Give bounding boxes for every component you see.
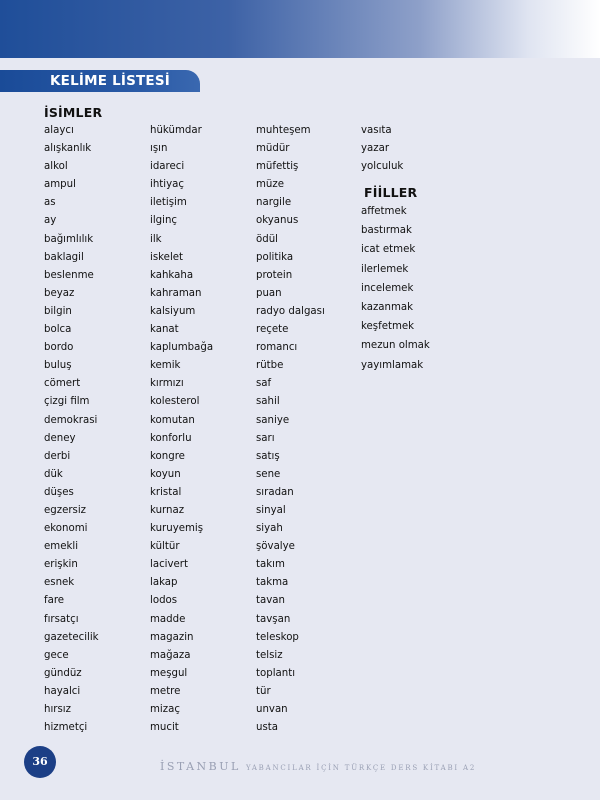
list-item: sıradan [256, 486, 294, 498]
verbs-heading: FİİLLER [364, 185, 418, 200]
list-item: şövalye [256, 541, 295, 553]
list-item: madde [150, 613, 186, 625]
list-item: konforlu [150, 432, 192, 444]
list-item: sarı [256, 432, 275, 444]
list-item: affetmek [361, 206, 407, 217]
list-item: politika [256, 251, 294, 263]
book-subtitle: YABANCILAR İÇİN TÜRKÇE DERS KİTABI A2 [245, 764, 477, 772]
list-item: takım [256, 559, 285, 571]
list-item: sene [256, 468, 281, 480]
list-item: sahil [256, 396, 280, 408]
list-item: telsiz [256, 649, 283, 661]
list-item: erişkin [44, 559, 78, 571]
list-item: puan [256, 287, 282, 299]
list-item: bilgin [44, 305, 72, 317]
page-number-badge [24, 746, 56, 778]
list-item: bordo [44, 342, 74, 354]
list-item: mizaç [150, 704, 180, 715]
list-item: buluş [44, 360, 72, 372]
list-item: vasıta [361, 125, 392, 136]
list-item: ay [44, 215, 57, 227]
list-item: kolesterol [150, 396, 200, 408]
list-item: demokrasi [44, 414, 98, 426]
list-item: takma [256, 577, 289, 589]
list-item: okyanus [256, 215, 299, 227]
list-item: ekonomi [44, 523, 88, 535]
list-item: incelemek [361, 282, 414, 294]
nouns-column-2 [150, 122, 213, 737]
list-item: beyaz [44, 287, 75, 299]
list-item: icat etmek [361, 244, 416, 256]
list-item: iskelet [150, 251, 184, 263]
list-item: kahkaha [150, 269, 194, 281]
list-item: kaplumbağa [150, 342, 214, 354]
list-item: bağımlılık [44, 233, 94, 245]
list-item: fare [44, 595, 65, 607]
list-item: kanat [150, 324, 179, 336]
list-item: derbi [44, 450, 71, 462]
list-item: baklagil [44, 251, 84, 263]
list-item: mezun olmak [361, 340, 430, 352]
list-item: alaycı [44, 125, 74, 136]
list-item: ışın [150, 143, 168, 155]
list-item: alkol [44, 161, 68, 173]
list-item: ilginç [150, 215, 178, 227]
list-item: yazar [361, 143, 390, 155]
nouns-column-1 [44, 122, 99, 737]
list-item: kongre [150, 450, 185, 462]
footer-book-title [160, 755, 477, 774]
list-item: satış [256, 450, 280, 462]
list-item: muhteşem [256, 125, 311, 136]
list-item: usta [256, 722, 279, 734]
list-item: beslenme [44, 269, 94, 281]
list-item: kazanmak [361, 301, 414, 313]
list-item: reçete [256, 324, 289, 336]
list-item: esnek [44, 577, 75, 589]
list-item: metre [150, 685, 181, 697]
list-item: yayımlamak [361, 359, 424, 371]
nouns-column-3 [256, 122, 325, 737]
list-item: müze [256, 179, 284, 191]
list-item: hayalci [44, 685, 81, 697]
list-item: unvan [256, 704, 288, 715]
list-item: nargile [256, 197, 292, 209]
list-item: kemik [150, 360, 181, 372]
list-item: gündüz [44, 667, 82, 679]
list-item: lakap [150, 577, 178, 589]
book-title: İSTANBUL [160, 760, 241, 773]
header-banner [0, 0, 600, 58]
list-item: koyun [150, 468, 181, 480]
list-item: ilerlemek [361, 263, 409, 275]
list-item: hizmetçi [44, 722, 88, 734]
title-tab [0, 70, 200, 92]
verbs-column [361, 202, 430, 375]
list-item: ampul [44, 179, 76, 191]
list-item: kuruyemiş [150, 523, 204, 535]
list-item: cömert [44, 378, 81, 390]
list-item: egzersiz [44, 504, 87, 516]
list-item: kahraman [150, 287, 202, 299]
page-title: KELİME LİSTESİ [50, 73, 170, 89]
list-item: sinyal [256, 504, 286, 516]
list-item: emekli [44, 541, 79, 553]
list-item: mucit [150, 722, 179, 734]
list-item: alışkanlık [44, 143, 92, 155]
list-item: saniye [256, 414, 290, 426]
list-item: radyo dalgası [256, 305, 325, 317]
list-item: düşes [44, 486, 74, 498]
nouns-heading: İSİMLER [44, 105, 103, 120]
list-item: saf [256, 378, 272, 390]
list-item: lodos [150, 595, 178, 607]
list-item: rütbe [256, 360, 284, 372]
list-item: hırsız [44, 704, 71, 715]
nouns-column-4 [361, 122, 403, 176]
list-item: lacivert [150, 559, 188, 571]
list-item: çizgi film [44, 396, 90, 408]
list-item: meşgul [150, 667, 188, 679]
list-item: gazetecilik [44, 631, 99, 643]
list-item: tavan [256, 595, 285, 607]
list-item: teleskop [256, 631, 299, 643]
list-item: deney [44, 432, 76, 444]
list-item: mağaza [150, 649, 191, 661]
list-item: kırmızı [150, 378, 184, 390]
list-item: ilk [150, 233, 162, 245]
list-item: kurnaz [150, 504, 185, 516]
list-item: müdür [256, 143, 290, 155]
list-item: kristal [150, 486, 182, 498]
list-item: magazin [150, 631, 194, 643]
list-item: siyah [256, 523, 283, 535]
list-item: keşfetmek [361, 321, 415, 333]
list-item: tavşan [256, 613, 291, 625]
list-item: protein [256, 269, 293, 281]
list-item: komutan [150, 414, 195, 426]
list-item: bastırmak [361, 225, 412, 237]
list-item: kalsiyum [150, 305, 196, 317]
list-item: yolculuk [361, 161, 404, 173]
list-item: toplantı [256, 667, 296, 679]
list-item: romancı [256, 342, 298, 354]
list-item: fırsatçı [44, 613, 79, 625]
list-item: ihtiyaç [150, 179, 184, 191]
list-item: as [44, 197, 56, 209]
list-item: iletişim [150, 197, 187, 209]
list-item: ödül [256, 233, 278, 245]
list-item: kültür [150, 541, 180, 553]
list-item: idareci [150, 161, 185, 173]
list-item: müfettiş [256, 161, 299, 173]
list-item: gece [44, 649, 69, 661]
list-item: hükümdar [150, 125, 202, 136]
list-item: tür [256, 685, 271, 697]
list-item: dük [44, 468, 63, 480]
page-number: 36 [32, 755, 48, 768]
list-item: bolca [44, 324, 72, 336]
